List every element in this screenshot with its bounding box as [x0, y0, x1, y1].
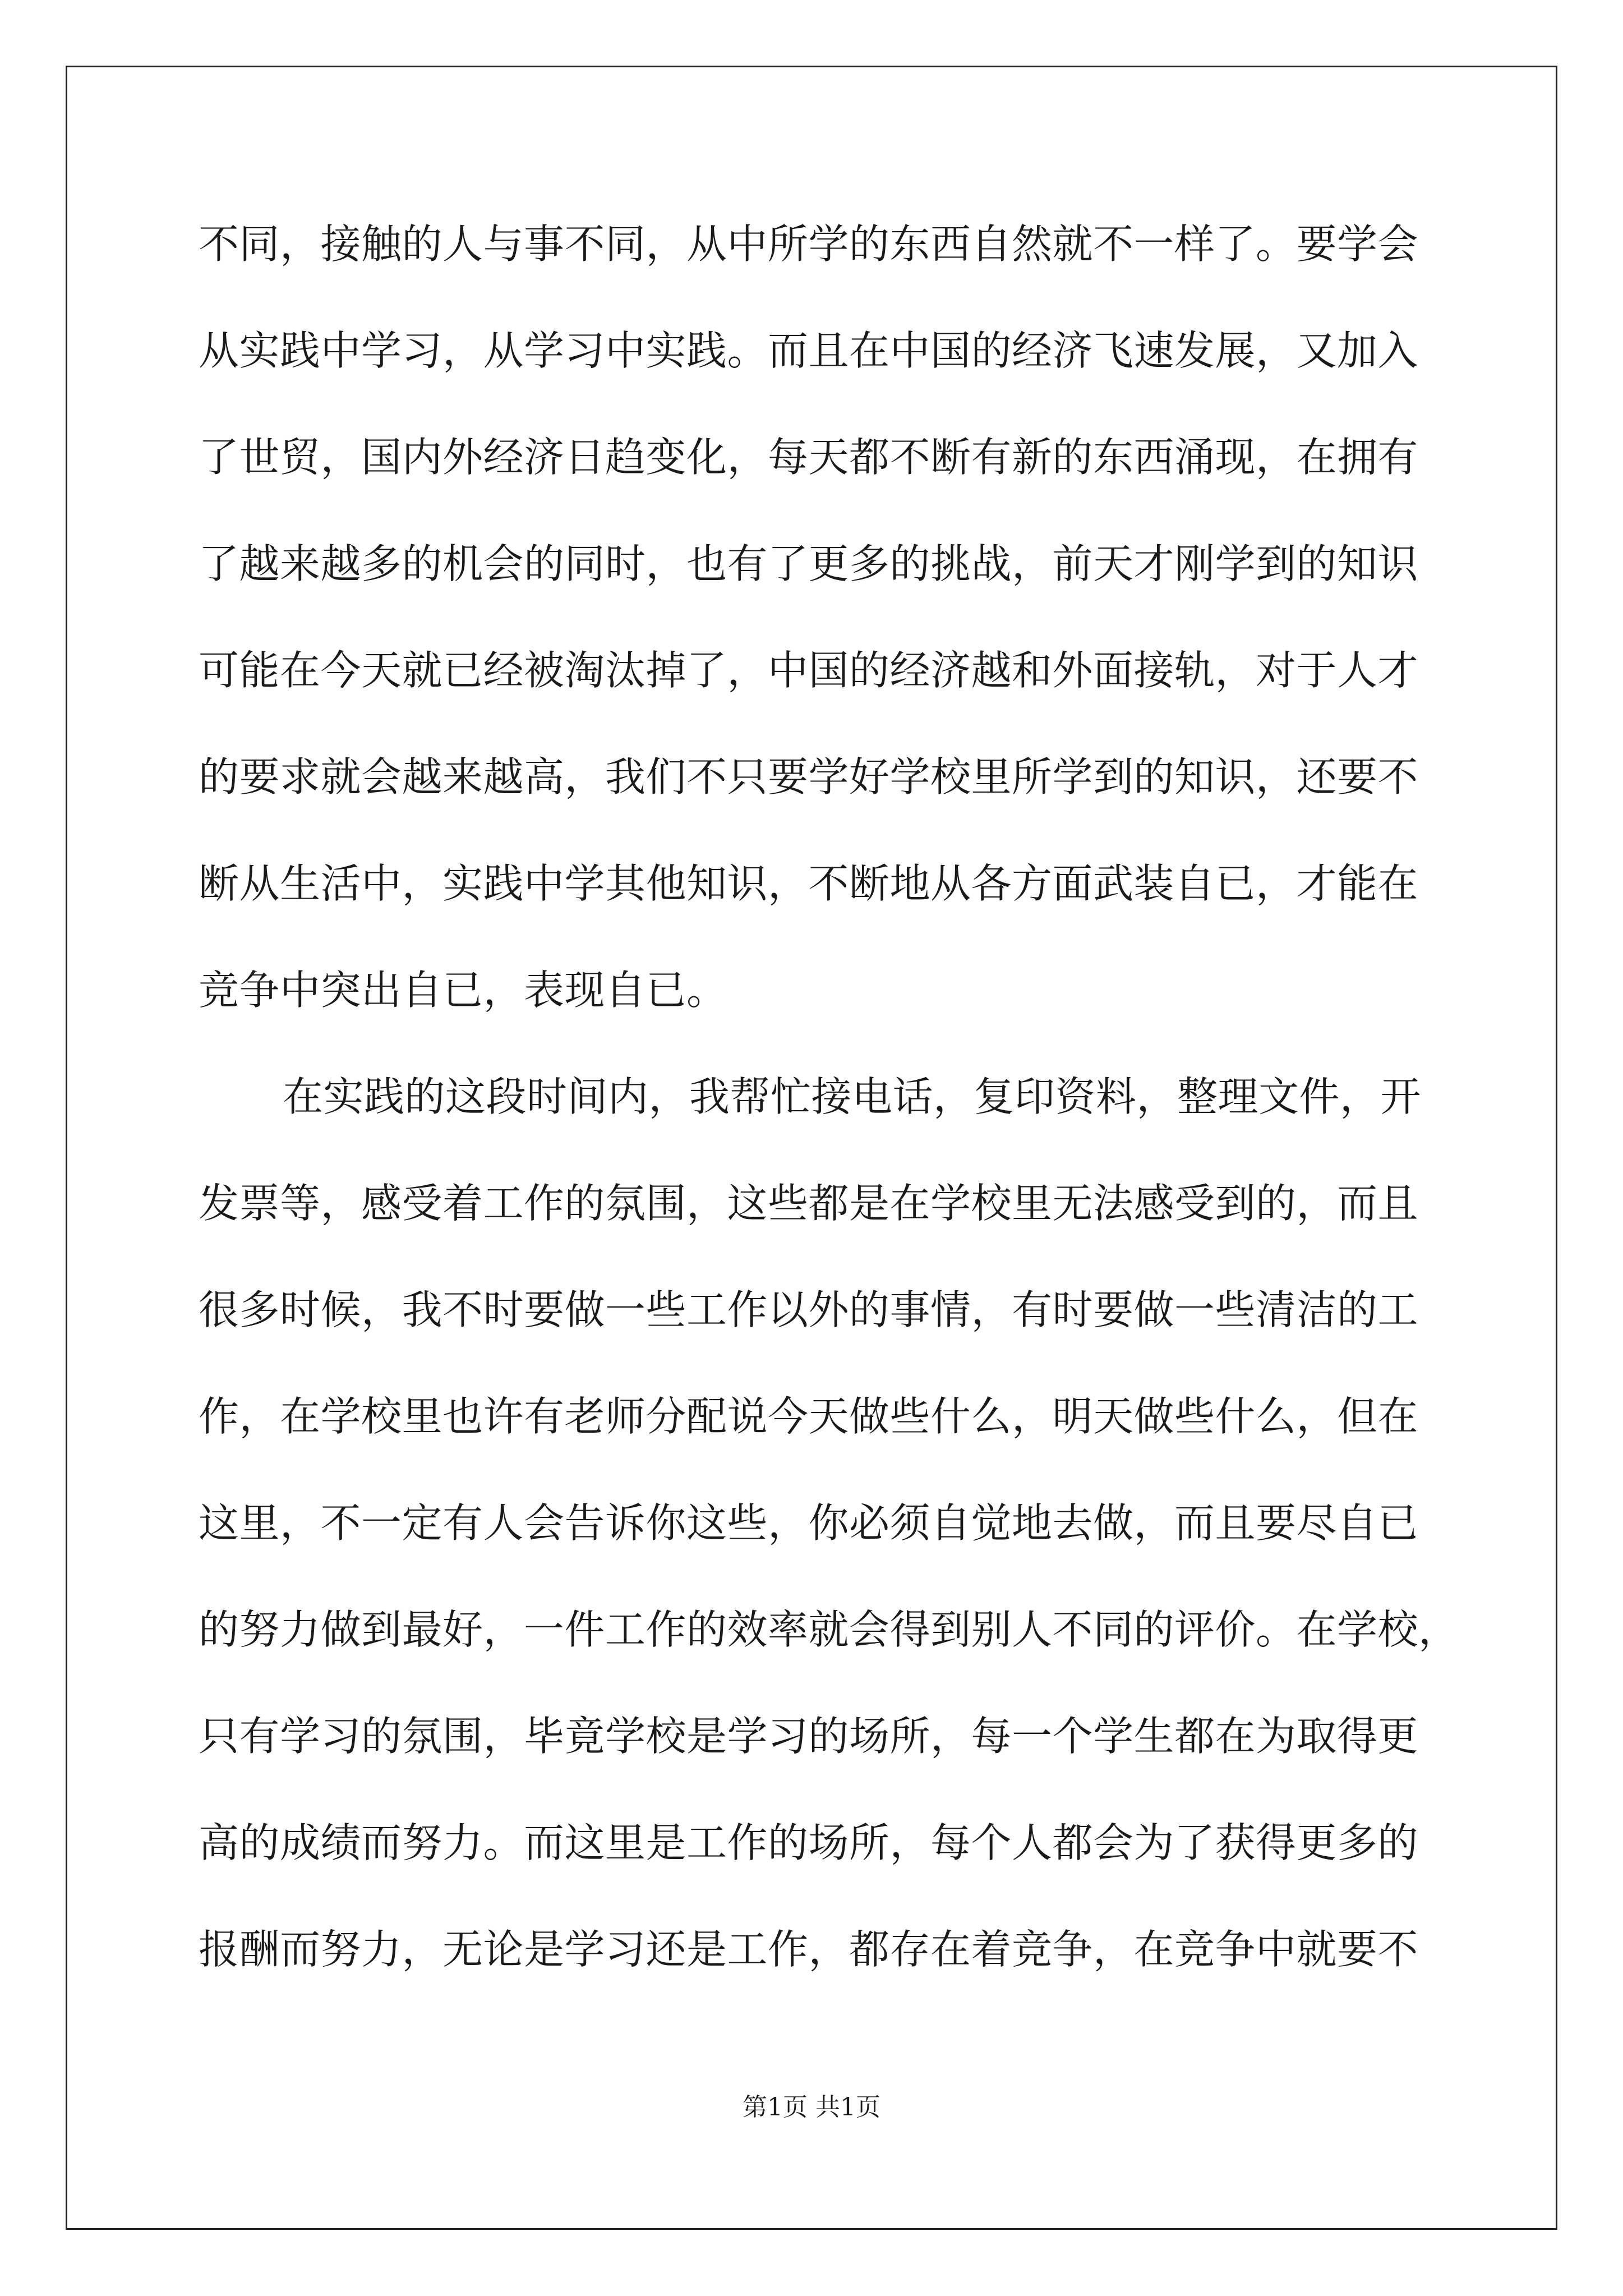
body-line: 这里，不一定有人会告诉你这些，你必须自觉地去做，而且要尽自已 — [199, 1499, 1419, 1547]
body-line: 可能在今天就已经被淘汰掉了，中国的经济越和外面接轨，对于人才 — [199, 647, 1419, 694]
body-line: 竞争中突出自已，表现自已。 — [199, 967, 727, 1014]
body-line: 作，在学校里也许有老师分配说今天做些什么，明天做些什么，但在 — [199, 1393, 1419, 1440]
document-body — [199, 214, 1459, 2026]
body-line: 的努力做到最好，一件工作的效率就会得到别人不同的评价。在学校， — [199, 1606, 1459, 1653]
paragraph-start-line: 在实践的这段时间内，我帮忙接电话，复印资料，整理文件，开 — [283, 1073, 1422, 1120]
body-line: 了世贸，国内外经济日趋变化，每天都不断有新的东西涌现，在拥有 — [199, 434, 1419, 481]
body-line: 的要求就会越来越高，我们不只要学好学校里所学到的知识，还要不 — [199, 753, 1419, 800]
page-number-footer: 第1页 共1页 — [743, 2093, 880, 2122]
body-line: 高的成绩而努力。而这里是工作的场所，每个人都会为了获得更多的 — [199, 1819, 1419, 1866]
body-line: 从实践中学习，从学习中实践。而且在中国的经济飞速发展，又加入 — [199, 327, 1419, 374]
body-line: 断从生活中，实践中学其他知识，不断地从各方面武装自已，才能在 — [199, 860, 1419, 907]
body-line: 很多时候，我不时要做一些工作以外的事情，有时要做一些清洁的工 — [199, 1286, 1419, 1333]
body-line: 了越来越多的机会的同时，也有了更多的挑战，前天才刚学到的知识 — [199, 540, 1419, 587]
body-line: 不同，接触的人与事不同，从中所学的东西自然就不一样了。要学会 — [199, 220, 1419, 268]
body-line: 发票等，感受着工作的氛围，这些都是在学校里无法感受到的，而且 — [199, 1180, 1419, 1227]
body-line: 报酬而努力，无论是学习还是工作，都存在着竞争，在竞争中就要不 — [199, 1926, 1419, 1973]
body-line: 只有学习的氛围，毕竟学校是学习的场所，每一个学生都在为取得更 — [199, 1713, 1419, 1760]
